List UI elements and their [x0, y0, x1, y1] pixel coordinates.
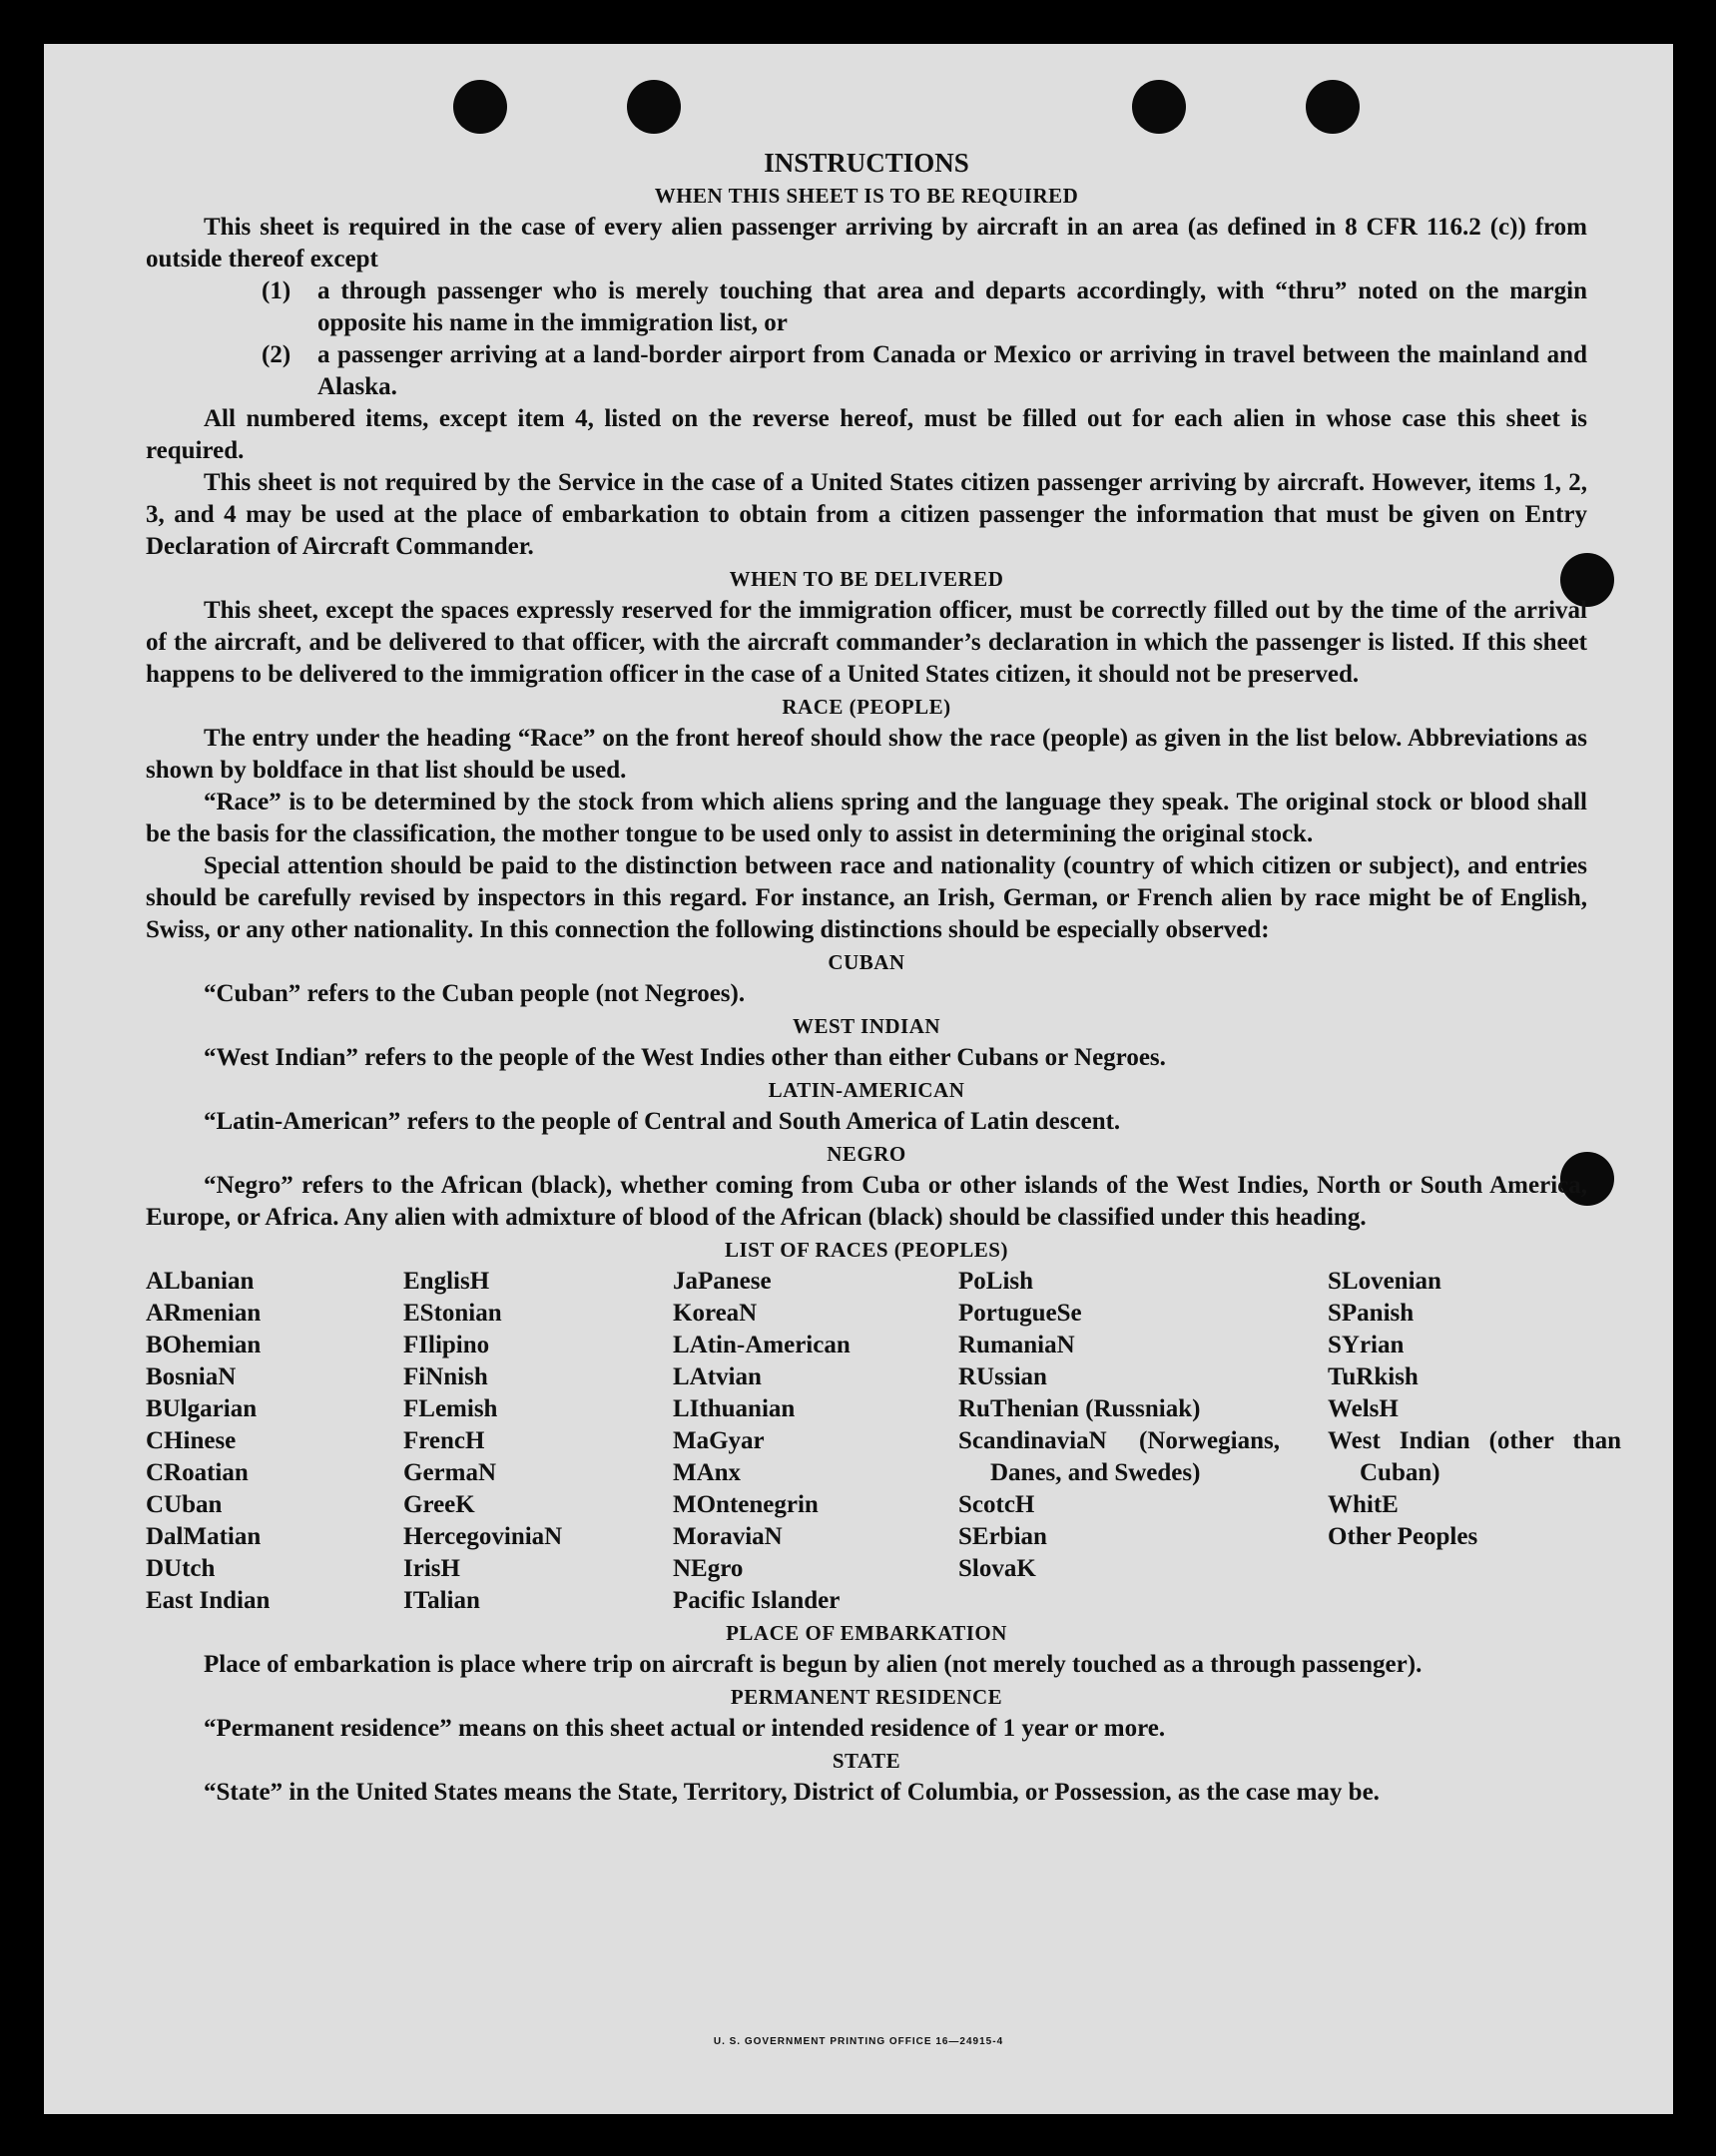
- race-entry: SLovenian: [1328, 1268, 1441, 1295]
- item-text: a passenger arriving at a land-border airport from Canada or Mexico or arriving in travel between the mainland and Alaska.: [317, 341, 1587, 400]
- race-entry: GreeK: [403, 1491, 475, 1518]
- item-text: a through passenger who is merely touching that area and departs accordingly, with “thru” noted on the margin opposite his name in the immigration list, or: [317, 277, 1587, 336]
- race-column: [403, 1266, 673, 1617]
- race-entry: RuThenian (Russniak): [958, 1395, 1201, 1422]
- race-entry: East Indian: [146, 1587, 271, 1614]
- punch-hole: [1132, 80, 1186, 134]
- race-entry: KoreaN: [673, 1300, 758, 1327]
- paragraph: “Cuban” refers to the Cuban people (not Negroes).: [204, 980, 746, 1007]
- race-list: [146, 1266, 1621, 1617]
- heading-race: RACE (PEOPLE): [782, 695, 951, 719]
- race-entry: TuRkish: [1328, 1363, 1419, 1390]
- paragraph: This sheet, except the spaces expressly reserved for the immigration officer, must be correctly filled out by the time of the arrival of the aircraft, and be delivered to that officer, with the aircraft commander’s declaration in which the passenger is listed. If this sheet happens to be delivered to the immigration officer in the case of a United States citizen, it should not be preserved.: [146, 597, 1587, 688]
- race-entry: CRoatian: [146, 1459, 249, 1486]
- heading-permanent-residence: PERMANENT RESIDENCE: [730, 1685, 1003, 1709]
- race-entry: ScandinaviaN (Norwegians, Danes, and Swedes): [958, 1427, 1280, 1486]
- race-entry: HercegoviniaN: [403, 1523, 563, 1550]
- paragraph: All numbered items, except item 4, listed on the reverse hereof, must be filled out for each alien in whose case this sheet is required.: [146, 405, 1587, 464]
- race-entry: DUtch: [146, 1555, 216, 1582]
- race-entry: RumaniaN: [958, 1332, 1075, 1358]
- race-entry: IrisH: [403, 1555, 460, 1582]
- race-entry: Other Peoples: [1328, 1523, 1478, 1550]
- race-entry: ITalian: [403, 1587, 480, 1614]
- race-entry: NEgro: [673, 1555, 744, 1582]
- race-entry: ScotcH: [958, 1491, 1035, 1518]
- race-entry: WhitE: [1328, 1491, 1399, 1518]
- race-entry: SlovaK: [958, 1555, 1036, 1582]
- race-entry: LAtin-American: [673, 1332, 851, 1358]
- heading-negro: NEGRO: [827, 1142, 906, 1166]
- race-entry: EnglisH: [403, 1268, 490, 1295]
- race-entry: WelsH: [1328, 1395, 1399, 1422]
- race-column: [958, 1266, 1328, 1617]
- printing-office-imprint: U. S. GOVERNMENT PRINTING OFFICE 16—24915-4: [713, 2036, 1004, 2047]
- race-entry: PortugueSe: [958, 1300, 1082, 1327]
- race-entry: MAnx: [673, 1459, 742, 1486]
- paragraph: Special attention should be paid to the distinction between race and nationality (country of which citizen or subject), and entries should be carefully revised by inspectors in this regard. For instance, an Irish, German, or French alien by race might be of English, Swiss, or any other nationality. In this connection the following distinctions should be especially observed:: [146, 852, 1587, 943]
- heading-embarkation: PLACE OF EMBARKATION: [726, 1621, 1007, 1645]
- race-entry: West Indian (other than Cuban): [1328, 1427, 1621, 1486]
- page-title: INSTRUCTIONS: [764, 148, 969, 178]
- race-entry: FLemish: [403, 1395, 498, 1422]
- race-entry: ARmenian: [146, 1300, 262, 1327]
- paragraph: The entry under the heading “Race” on the front hereof should show the race (people) as given in the list below. Abbreviations as shown by boldface in that list should be used.: [146, 725, 1587, 784]
- race-entry: BosniaN: [146, 1363, 237, 1390]
- item-number: (2): [262, 341, 291, 368]
- paragraph: “Negro” refers to the African (black), whether coming from Cuba or other islands of the West Indies, North or South America, Europe, or Africa. Any alien with admixture of blood of the African (black) should be classified under this heading.: [146, 1172, 1587, 1231]
- race-entry: MoraviaN: [673, 1523, 783, 1550]
- race-entry: CUban: [146, 1491, 223, 1518]
- paragraph: “Permanent residence” means on this sheet actual or intended residence of 1 year or more.: [204, 1715, 1166, 1742]
- race-entry: PoLish: [958, 1268, 1034, 1295]
- heading-when-required: WHEN THIS SHEET IS TO BE REQUIRED: [654, 184, 1079, 208]
- race-entry: MaGyar: [673, 1427, 765, 1454]
- instructions-body: [146, 146, 1621, 1809]
- heading-cuban: CUBAN: [828, 950, 905, 974]
- race-entry: FiNnish: [403, 1363, 488, 1390]
- race-entry: BOhemian: [146, 1332, 262, 1358]
- race-column: [1328, 1266, 1621, 1617]
- race-entry: GermaN: [403, 1459, 497, 1486]
- race-entry: DalMatian: [146, 1523, 262, 1550]
- race-entry: Pacific Islander: [673, 1587, 841, 1614]
- heading-when-delivered: WHEN TO BE DELIVERED: [729, 567, 1004, 591]
- punch-hole: [453, 80, 507, 134]
- document-page: [44, 44, 1673, 2114]
- paragraph: “Latin-American” refers to the people of Central and South America of Latin descent.: [204, 1108, 1121, 1135]
- race-entry: CHinese: [146, 1427, 237, 1454]
- race-entry: ALbanian: [146, 1268, 255, 1295]
- heading-west-indian: WEST INDIAN: [792, 1014, 941, 1038]
- race-entry: BUlgarian: [146, 1395, 258, 1422]
- punch-hole: [627, 80, 681, 134]
- heading-latin-american: LATIN-AMERICAN: [768, 1078, 965, 1102]
- race-column: [673, 1266, 958, 1617]
- heading-list-of-races: LIST OF RACES (PEOPLES): [725, 1238, 1008, 1262]
- race-entry: LAtvian: [673, 1363, 762, 1390]
- paragraph: This sheet is required in the case of every alien passenger arriving by aircraft in an area (as defined in 8 CFR 116.2 (c)) from outside thereof except: [146, 214, 1587, 272]
- paragraph: This sheet is not required by the Service in the case of a United States citizen passenger arriving by aircraft. However, items 1, 2, 3, and 4 may be used at the place of embarkation to obtain from a citizen passenger the information that must be given on Entry Declaration of Aircraft Commander.: [146, 469, 1587, 560]
- race-column: [146, 1266, 403, 1617]
- paragraph: “State” in the United States means the State, Territory, District of Columbia, or Possession, as the case may be.: [204, 1779, 1380, 1806]
- race-entry: FIlipino: [403, 1332, 490, 1358]
- race-entry: FrencH: [403, 1427, 485, 1454]
- race-entry: SErbian: [958, 1523, 1047, 1550]
- heading-state: STATE: [832, 1749, 901, 1773]
- item-number: (1): [262, 277, 291, 304]
- race-entry: MOntenegrin: [673, 1491, 819, 1518]
- paragraph: “Race” is to be determined by the stock from which aliens spring and the language they speak. The original stock or blood shall be the basis for the classification, the mother tongue to be used only to assist in determining the original stock.: [146, 789, 1587, 847]
- punch-hole: [1306, 80, 1360, 134]
- numbered-item: [146, 275, 1587, 339]
- paragraph: “West Indian” refers to the people of the West Indies other than either Cubans or Negroes.: [204, 1044, 1166, 1071]
- race-entry: SYrian: [1328, 1332, 1405, 1358]
- race-entry: RUssian: [958, 1363, 1047, 1390]
- race-entry: JaPanese: [673, 1268, 772, 1295]
- race-entry: SPanish: [1328, 1300, 1415, 1327]
- race-entry: EStonian: [403, 1300, 502, 1327]
- race-entry: LIthuanian: [673, 1395, 796, 1422]
- numbered-item: [146, 339, 1587, 403]
- paragraph: Place of embarkation is place where trip on aircraft is begun by alien (not merely touched as a through passenger).: [204, 1651, 1423, 1678]
